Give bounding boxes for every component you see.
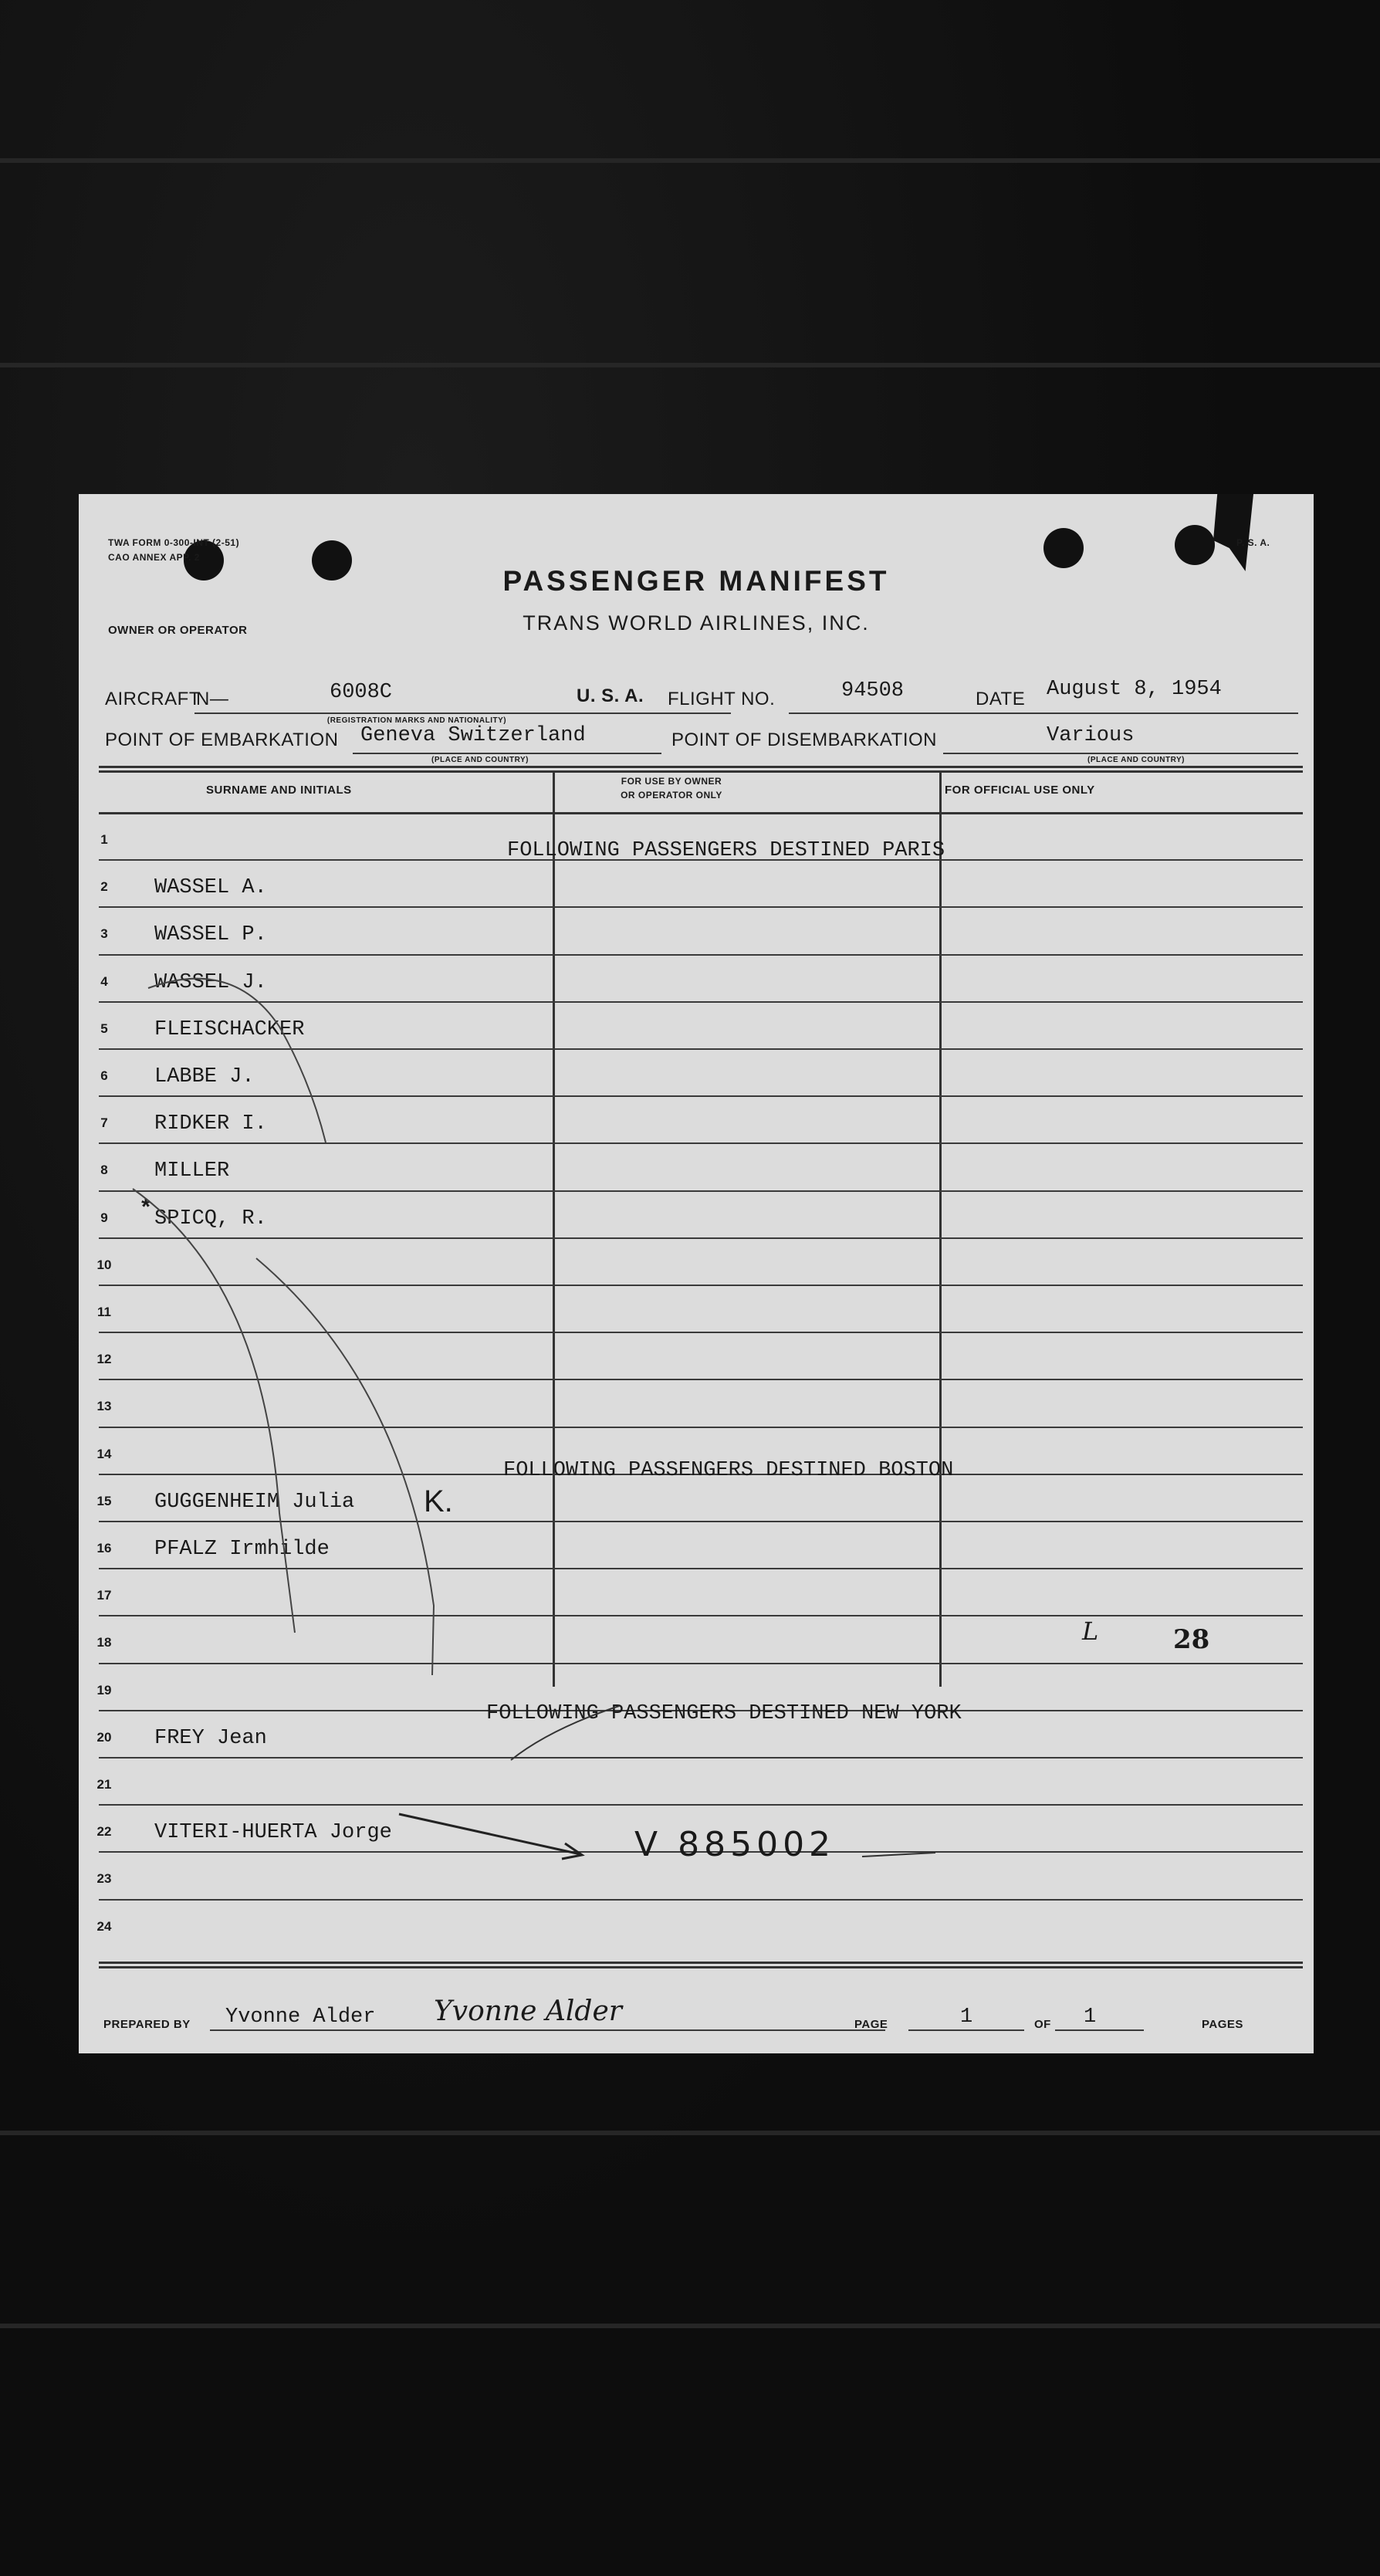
row-number: 19: [96, 1682, 112, 1698]
total-pages: 1: [1084, 2006, 1097, 2029]
row-number: 17: [96, 1588, 112, 1603]
punch-hole: [1175, 525, 1215, 565]
airline-name: TRANS WORLD AIRLINES, INC.: [523, 611, 870, 635]
flight-value: 94508: [841, 679, 905, 702]
table-bottom-rule: [99, 1962, 1303, 1964]
passenger-name: FREY Jean: [154, 1726, 267, 1750]
row9-asterisk-mark: *: [139, 1197, 154, 1223]
row-number: 22: [96, 1824, 112, 1840]
row-number: 23: [96, 1871, 112, 1887]
passenger-name: GUGGENHEIM Julia: [154, 1490, 355, 1514]
passenger-name: LABBE J.: [154, 1065, 255, 1088]
table-top-rule: [99, 766, 1303, 768]
row-number: 3: [100, 926, 108, 942]
row18-handwritten-mark: L: [1082, 1616, 1099, 1646]
disembark-label: POINT OF DISEMBARKATION: [671, 729, 937, 750]
row-number: 11: [97, 1305, 111, 1319]
table-bottom-rule: [99, 1966, 1303, 1968]
aircraft-label: AIRCRAFT: [105, 689, 201, 709]
page-title: PASSENGER MANIFEST: [502, 565, 890, 597]
row-rule: [99, 1237, 1303, 1239]
row-rule: [99, 1379, 1303, 1380]
date-value: August 8, 1954: [1047, 678, 1222, 701]
row-number: 1: [100, 832, 108, 847]
row-number: 6: [100, 1068, 108, 1083]
date-label: DATE: [976, 689, 1026, 709]
row-number: 21: [96, 1777, 112, 1792]
date-line: [789, 713, 1298, 714]
film-band: [0, 2131, 1380, 2135]
row-rule: [99, 1048, 1303, 1050]
column-divider: [553, 770, 555, 1687]
row-rule: [99, 1427, 1303, 1428]
col-surname-header: SURNAME AND INITIALS: [206, 784, 352, 797]
page-line: [908, 2029, 1024, 2031]
aircraft-prefix: N—: [196, 689, 229, 709]
row-rule: [99, 1332, 1303, 1333]
passenger-name: WASSEL P.: [154, 923, 267, 947]
passenger-name: SPICQ, R.: [154, 1207, 267, 1230]
group-header-boston: FOLLOWING PASSENGERS DESTINED BOSTON: [503, 1459, 954, 1482]
passenger-name: RIDKER I.: [154, 1112, 267, 1136]
corner-code: P. S. A.: [1236, 537, 1270, 548]
row-number: 13: [96, 1399, 112, 1414]
row-number: 16: [96, 1541, 112, 1555]
disembark-value: Various: [1047, 724, 1135, 747]
row-rule: [99, 1804, 1303, 1806]
disembark-line: [943, 753, 1298, 754]
row-number: 10: [96, 1257, 112, 1272]
row22-handwritten-code: V 885002: [634, 1825, 836, 1864]
row-number: 4: [100, 973, 108, 989]
torn-corner: [1213, 494, 1253, 571]
group-header-paris: FOLLOWING PASSENGERS DESTINED PARIS: [507, 839, 945, 862]
row-rule: [99, 906, 1303, 908]
page-number: 1: [960, 2006, 973, 2029]
row-rule: [99, 1757, 1303, 1759]
embark-value: Geneva Switzerland: [360, 724, 586, 747]
of-label: OF: [1034, 2018, 1051, 2031]
embark-caption: (PLACE AND COUNTRY): [431, 756, 529, 764]
row-rule: [99, 1095, 1303, 1097]
registration-caption: (REGISTRATION MARKS AND NATIONALITY): [326, 716, 507, 725]
row-number: 24: [96, 1918, 112, 1934]
film-band: [0, 363, 1380, 367]
aircraft-line: [194, 713, 731, 714]
prepared-by-value: Yvonne Alder: [225, 2006, 376, 2029]
row-rule: [99, 1285, 1303, 1286]
row-rule: [99, 1568, 1303, 1569]
table-header-rule: [99, 812, 1303, 814]
cao-annex: CAO ANNEX APP. 2: [108, 552, 200, 563]
row-rule: [99, 1899, 1303, 1901]
col-owner-header-2: OR OPERATOR ONLY: [621, 790, 722, 801]
row-number: 20: [96, 1729, 112, 1745]
row-rule: [99, 1001, 1303, 1003]
film-band: [0, 2324, 1380, 2328]
row-number: 8: [100, 1163, 108, 1178]
row-number: 12: [96, 1352, 112, 1367]
row-number: 7: [100, 1115, 108, 1131]
column-divider: [939, 770, 942, 1687]
row-rule: [99, 1142, 1303, 1144]
row-number: 15: [96, 1493, 112, 1508]
prepared-line: [210, 2029, 885, 2031]
row-rule: [99, 954, 1303, 956]
passenger-name: MILLER: [154, 1159, 230, 1183]
usa-label: U. S. A.: [577, 685, 644, 706]
group-header-new-york: FOLLOWING PASSENGERS DESTINED NEW YORK: [486, 1702, 962, 1725]
col-official-header: FOR OFFICIAL USE ONLY: [945, 784, 1095, 797]
manifest-sheet: [79, 494, 1314, 2053]
disembark-caption: (PLACE AND COUNTRY): [1087, 756, 1185, 764]
embark-label: POINT OF EMBARKATION: [105, 729, 339, 750]
row18-official-count: 28: [1173, 1624, 1210, 1655]
form-number: TWA FORM 0-300-INT (2-51): [108, 537, 240, 548]
row-rule: [99, 1190, 1303, 1192]
punch-hole: [1043, 528, 1084, 568]
col-owner-header-1: FOR USE BY OWNER: [621, 776, 722, 787]
film-band: [0, 158, 1380, 163]
row-number: 2: [100, 879, 108, 895]
prepared-by-label: PREPARED BY: [103, 2018, 191, 2031]
passenger-name: PFALZ Irmhilde: [154, 1538, 330, 1561]
row-number: 18: [96, 1635, 112, 1650]
row-number: 5: [100, 1021, 108, 1036]
row-number: 9: [100, 1210, 108, 1225]
owner-label: OWNER OR OPERATOR: [108, 624, 248, 637]
passenger-name: WASSEL A.: [154, 876, 267, 900]
pages-label: PAGES: [1202, 2018, 1243, 2031]
row-rule: [99, 1615, 1303, 1616]
preparer-signature: Yvonne Alder: [434, 1995, 622, 2027]
page-label: PAGE: [854, 2018, 888, 2031]
total-line: [1055, 2029, 1144, 2031]
flight-label: FLIGHT NO.: [668, 689, 776, 709]
passenger-name: FLEISCHACKER: [154, 1017, 305, 1041]
aircraft-value: 6008C: [330, 681, 393, 704]
row15-handwritten-initial: K.: [424, 1484, 453, 1518]
row-number: 14: [96, 1446, 112, 1461]
row-rule: [99, 1521, 1303, 1522]
table-top-rule: [99, 770, 1303, 773]
passenger-name: WASSEL J.: [154, 970, 267, 994]
row-rule: [99, 1663, 1303, 1664]
embark-line: [353, 753, 661, 754]
passenger-name: VITERI-HUERTA Jorge: [154, 1821, 392, 1845]
